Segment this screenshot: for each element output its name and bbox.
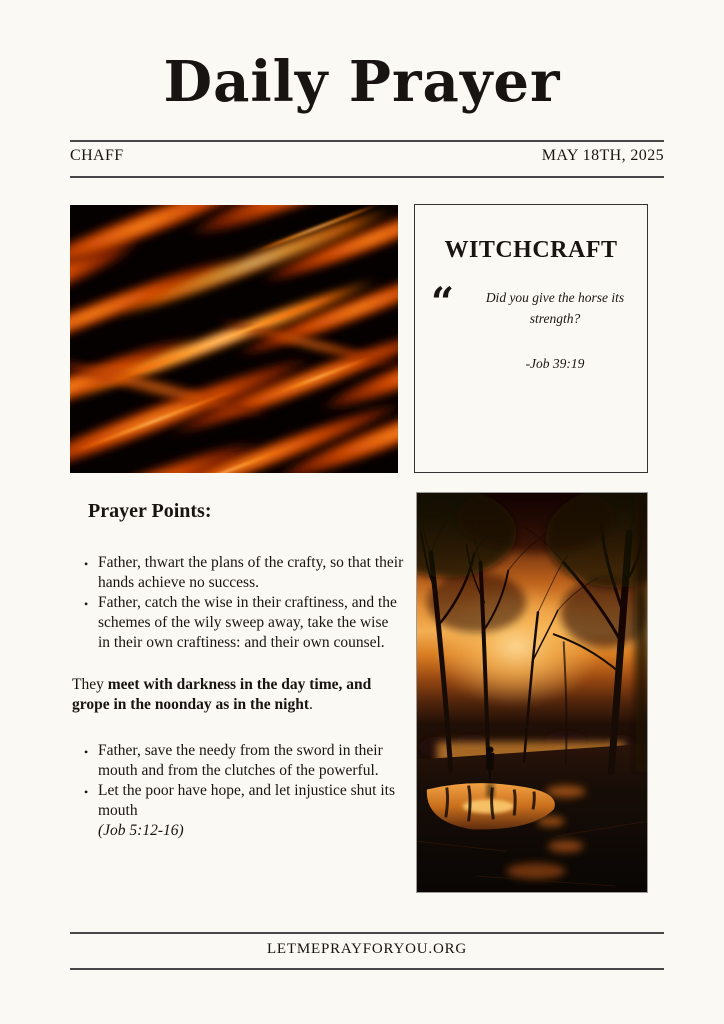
flames-image <box>70 205 398 473</box>
prayer-point <box>84 741 404 781</box>
footer-rule-top <box>70 932 664 934</box>
flames-artwork <box>70 205 398 473</box>
masthead-row <box>70 147 664 165</box>
site-footer <box>70 941 664 958</box>
prayer-point-main: Let the poor have hope, and let injustice shut its mouth <box>98 782 396 819</box>
prayer-heading: Prayer Points: <box>88 500 212 522</box>
quote-body <box>475 288 635 372</box>
bullet-icon: • <box>84 745 89 759</box>
feature-title: WITCHCRAFT <box>444 237 618 263</box>
bullet-icon: • <box>84 785 89 799</box>
footer-rule-bottom <box>70 968 664 970</box>
scripture-reference: (Job 5:12-16) <box>98 822 184 839</box>
prayer-point <box>84 781 404 841</box>
bullet-icon: • <box>84 597 89 611</box>
sunset-artwork <box>417 493 647 892</box>
double-quote-icon: “ <box>431 279 455 326</box>
prayer-point-text: Father, catch the wise in their craftiness, and the schemes of the wily sweep away, take the wise in their own craftiness: and their own counsel. <box>98 594 397 651</box>
prayer-section <box>70 492 404 841</box>
prayer-point <box>84 553 404 593</box>
prayer-point-text: Father, save the needy from the sword in their mouth and from the clutches of the powerful. <box>98 742 383 779</box>
quote-attribution: -Job 39:19 <box>525 355 585 371</box>
prayer-point <box>84 593 404 653</box>
scripture-interlude <box>72 675 404 715</box>
feature-card <box>414 204 648 473</box>
sunset-trees-image <box>416 492 648 893</box>
interlude-suffix: . <box>309 696 313 713</box>
quote-block <box>431 279 635 372</box>
prayer-points-list-1 <box>70 553 404 653</box>
prayer-point-text <box>98 781 404 841</box>
masthead-date: MAY 18TH, 2025 <box>541 147 664 164</box>
interlude-bold: meet with darkness in the day time, and grope in the noonday as in the night <box>72 676 372 713</box>
masthead-rule-bottom <box>70 176 664 178</box>
quote-text: Did you give the horse its strength? <box>485 290 625 326</box>
prayer-point-text: Father, thwart the plans of the crafty, so that their hands achieve no success. <box>98 554 404 591</box>
footer-site-text: LETMEPRAYFORYOU.ORG <box>266 941 468 957</box>
masthead-publication: CHAFF <box>70 147 124 164</box>
page-title: Daily Prayer <box>163 49 561 115</box>
interlude-prefix: They <box>72 676 108 693</box>
masthead-rule-top <box>70 140 664 142</box>
prayer-points-list-2 <box>70 741 404 841</box>
bullet-icon: • <box>84 557 89 571</box>
